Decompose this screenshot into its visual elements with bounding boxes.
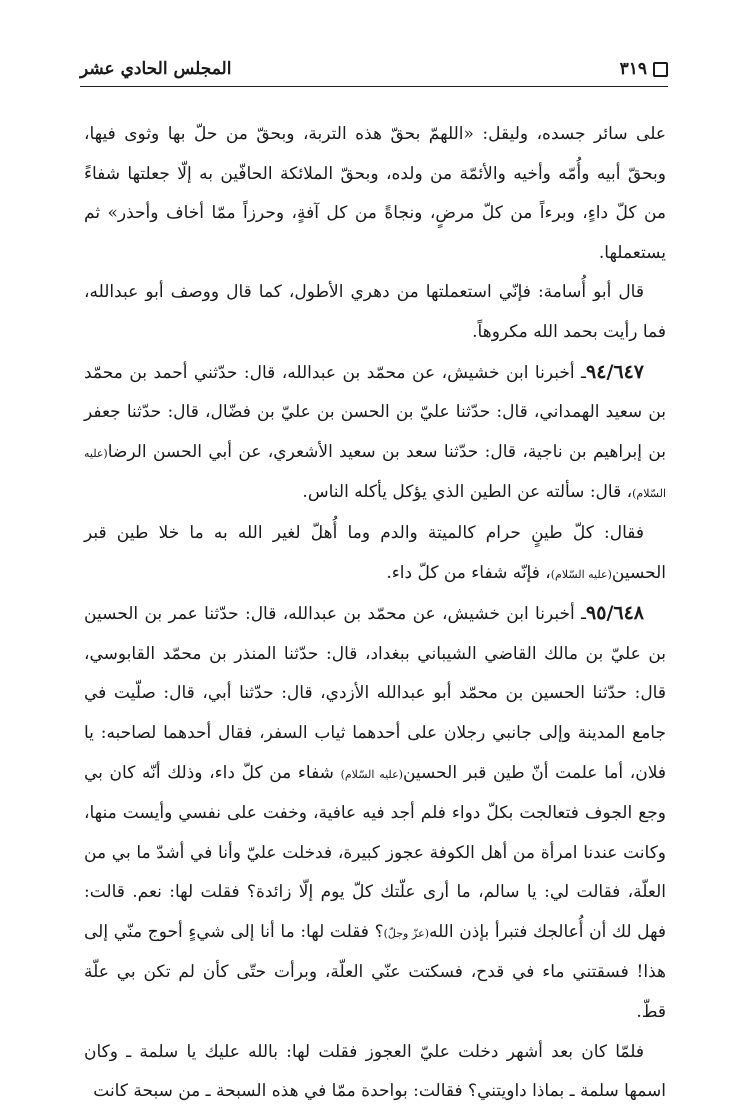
paragraph-text: على سائر جسده، وليقل: «اللهمّ بحقّ هذه التربة، وبحقّ من حلّ بها وثوى فيها، وبحقّ أبيه وأُمّه وأخيه والأئمّة من ولده، وبحقّ الملائكة الحافّين به إلّا جعلتها شفاءً من كلّ داءٍ، وبرءاً من كلّ مرضٍ، ونجاةً من كل آفةٍ، وحرزاً ممّا أخاف وأحذر» ثم يستعملها. [84,124,666,263]
chapter-title: المجلس الحادي عشر [80,59,232,79]
paragraph-1 [84,115,666,273]
paragraph-text: قال أبو أُسامة: فإنّي استعملتها من دهري الأطول، كما قال ووصف أبو عبدالله، فما رأيت بحمد الله مكروهاً. [84,282,666,342]
paragraph-6 [84,1033,666,1112]
paragraph-text: فقال: كلّ طينٍ حرام كالميتة والدم وما أُهلّ لغير الله به ما خلا طين قبر الحسين [84,522,666,583]
hadith-text-cont: ، قال: سألته عن الطين الذي يؤكل يأكله الناس. [302,482,633,503]
page-header [80,52,668,87]
hadith-text: ـ أخبرنا ابن خشيش، عن محمّد بن عبدالله، قال: حدّثني أحمد بن محمّد بن سعيد الهمداني، قال: حدّثنا عليّ بن الحسن بن عليّ بن فضّال، قال: حدّثنا جعفر بن إبراهيم بن ناجية، قال: حدّثنا سعد بن سعيد الأشعري، عن أبي الحسن الرضا [84,362,666,462]
hadith-text-cont: ؟ فقلت لها: ما أنا إلى شيءٍ أحوج منّي إلى هذا! فسقتني ماء في قدح، فسكتت عنّي العلّة، وبرأت حتّى كأن لم تكن بي علّة قطّ. [84,921,666,1023]
honorific: (عليه السّلام) [84,446,666,501]
hadith-number: ٩٥/٦٤٨ [586,602,644,625]
page-number-block [620,59,668,79]
paragraph-4 [84,514,666,594]
page-number: ٣١٩ [619,59,647,79]
hadith-648 [84,594,666,1033]
square-ornament-icon [653,62,668,77]
hadith-text: ـ أخبرنا ابن خشيش، عن محمّد بن عبدالله، قال: حدّثنا عمر بن الحسين بن عليّ بن مالك القاضي الشيباني ببغداد، قال: حدّثنا المنذر بن محمّد القابوسي، قال: حدّثنا الحسين بن محمّد أبو عبدالله الأزدي، قال: حدّثنا أبي، قال: صلّيت في جامع المدينة وإلى جانبي رجلان على أحدهما ثياب السفر، فقال أحدهما لصاحبه: يا فلان، أما علمت أنّ طين قبر الحسين [84,604,666,783]
paragraph-2 [84,273,666,352]
hadith-text-cont: شفاء من كلّ داء، وذلك أنّه كان بي وجع الجوف فتعالجت بكلّ دواء فلم أجد فيه عافية، وخفت على نفسي وأيست منها، وكانت عندنا امرأة من أهل الكوفة عجوز كبيرة، فدخلت عليّ وأنا في أشدّ ما بي من العلّة، فقالت لي: يا سالم، ما أرى علّتك كلّ يوم إلّا زائدة؟ فقلت لها: نعم. قالت: فهل لك أن أُعالجك فتبرأ بإذن الله [84,762,666,942]
hadith-number: ٩٤/٦٤٧ [586,360,644,383]
page-body [84,115,666,1112]
honorific: (عزّ وجلّ) [383,926,429,940]
paragraph-text: فلمّا كان بعد أشهر دخلت عليّ العجوز فقلت لها: بالله عليك يا سلمة ـ وكان اسمها سلمة ـ بماذا داويتني؟ فقالت: بواحدة ممّا في هذه السبحة ـ من سبحة كانت [84,1041,666,1102]
honorific: (عليه السّلام) [550,567,612,581]
hadith-647 [84,353,666,514]
honorific: (عليه السّلام) [340,767,403,781]
paragraph-text-cont: ، فإنّه شفاء من كلّ داء. [386,562,551,583]
